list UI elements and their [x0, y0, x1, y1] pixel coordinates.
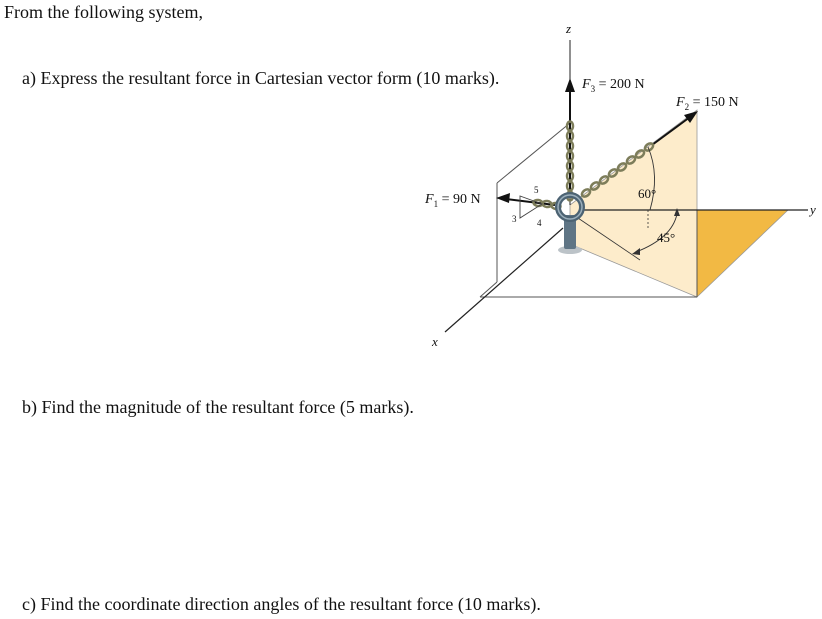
- f1-subscript: 1: [433, 199, 439, 209]
- f2-value: = 150 N: [689, 95, 739, 110]
- f2-label: [675, 95, 739, 112]
- question-a: a) Express the resultant force in Cartesian vector form (10 marks).: [22, 68, 500, 88]
- angle-45-label: 45°: [657, 230, 676, 245]
- f1-value: = 90 N: [438, 192, 481, 207]
- intro-text: From the following system,: [4, 2, 203, 22]
- f2-plane-dark: [697, 210, 788, 297]
- axis-z-label: z: [566, 21, 572, 36]
- f2-symbol: F: [676, 95, 685, 110]
- slope-label-5: 5: [534, 185, 539, 195]
- question-c: c) Find the coordinate direction angles of the resultant force (10 marks).: [22, 594, 541, 614]
- axis-x-label: x: [432, 334, 438, 349]
- f3-symbol: F: [582, 77, 591, 92]
- axis-y-label: y: [810, 202, 816, 217]
- f2-subscript: 2: [684, 102, 690, 112]
- angle-60-label: 60°: [638, 186, 657, 201]
- x-axis-line: [445, 228, 563, 332]
- f1-symbol: F: [425, 192, 434, 207]
- question-b: b) Find the magnitude of the resultant force (5 marks).: [22, 397, 414, 417]
- f3-value: = 200 N: [595, 77, 645, 92]
- slope-label-3: 3: [512, 214, 517, 224]
- f1-arrowhead: [496, 193, 510, 203]
- f3-subscript: 3: [590, 84, 596, 94]
- f1-label: [424, 192, 481, 209]
- slope-label-4: 4: [537, 218, 542, 228]
- f2-plane-light: [570, 110, 697, 297]
- f3-arrowhead: [565, 78, 575, 92]
- f3-label: [581, 77, 645, 94]
